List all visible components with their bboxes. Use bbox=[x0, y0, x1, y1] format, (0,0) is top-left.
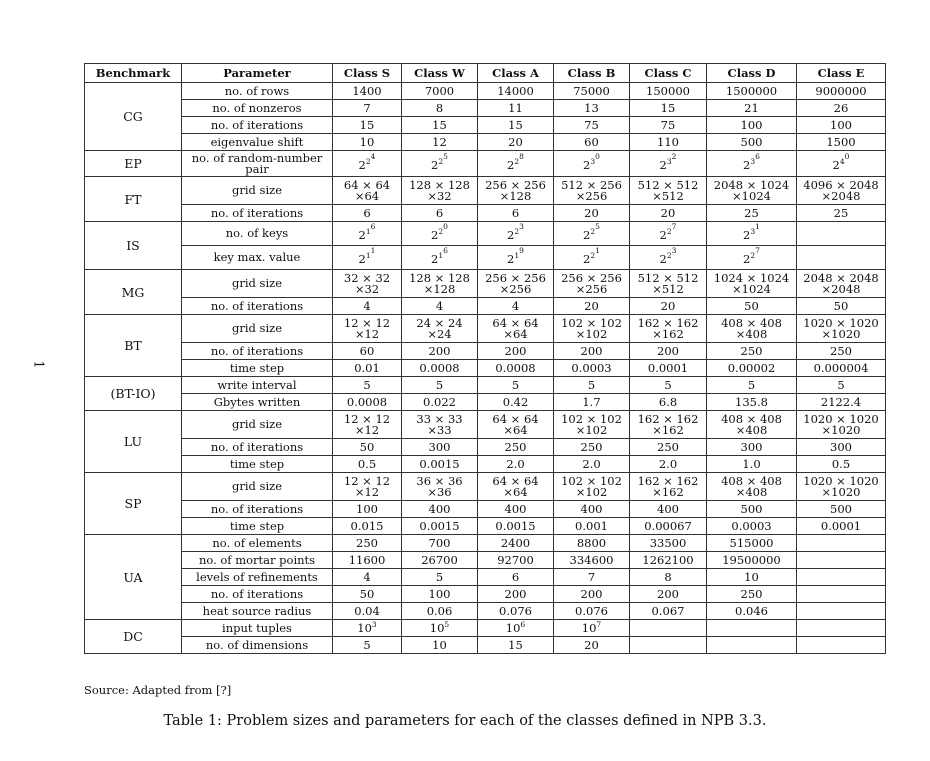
value-cell: $2^{2^8}$ bbox=[478, 151, 554, 177]
parameter-cell: no. of iterations bbox=[182, 439, 333, 456]
value-cell: $2^{3^6}$ bbox=[707, 151, 797, 177]
value-cell: 250 bbox=[707, 343, 797, 360]
value-cell: 200 bbox=[402, 343, 478, 360]
value-cell: 8 bbox=[402, 100, 478, 117]
value-cell: $2^{2^3}$ bbox=[478, 222, 554, 246]
value-cell: 512 × 512 ×512 bbox=[630, 270, 707, 298]
value-cell: 250 bbox=[630, 439, 707, 456]
value-cell bbox=[707, 620, 797, 637]
table-row bbox=[85, 603, 886, 620]
value-cell bbox=[797, 535, 886, 552]
value-cell: 15 bbox=[630, 100, 707, 117]
value-cell: 0.00067 bbox=[630, 518, 707, 535]
parameter-cell: no. of rows bbox=[182, 83, 333, 100]
table-row bbox=[85, 518, 886, 535]
value-cell: $2^{3^0}$ bbox=[554, 151, 630, 177]
table-row bbox=[85, 83, 886, 100]
value-cell: $2^{3^2}$ bbox=[630, 151, 707, 177]
value-cell: $2^{4^0}$ bbox=[797, 151, 886, 177]
value-cell: 256 × 256 ×256 bbox=[554, 270, 630, 298]
benchmark-cell: EP bbox=[85, 151, 182, 177]
table-row bbox=[85, 377, 886, 394]
value-cell: 512 × 512 ×512 bbox=[630, 177, 707, 205]
parameter-cell: no. of iterations bbox=[182, 117, 333, 134]
value-cell: 20 bbox=[554, 298, 630, 315]
value-cell: 162 × 162 ×162 bbox=[630, 411, 707, 439]
value-cell: 2.0 bbox=[630, 456, 707, 473]
value-cell: $10^5$ bbox=[402, 620, 478, 637]
value-cell: 128 × 128 ×32 bbox=[402, 177, 478, 205]
value-cell: 19500000 bbox=[707, 552, 797, 569]
value-cell: $10^7$ bbox=[554, 620, 630, 637]
value-cell: $2^{2^4}$ bbox=[333, 151, 402, 177]
value-cell: 8800 bbox=[554, 535, 630, 552]
value-cell: 0.0008 bbox=[402, 360, 478, 377]
value-cell: 20 bbox=[554, 637, 630, 654]
value-cell: 1400 bbox=[333, 83, 402, 100]
parameter-cell: no. of random-number pair bbox=[182, 151, 333, 177]
column-header: Class W bbox=[402, 64, 478, 83]
value-cell: 1262100 bbox=[630, 552, 707, 569]
npb-problem-size-table bbox=[84, 63, 886, 654]
table-row bbox=[85, 569, 886, 586]
column-header: Benchmark bbox=[85, 64, 182, 83]
value-cell: 408 × 408 ×408 bbox=[707, 473, 797, 501]
value-cell: 6 bbox=[478, 569, 554, 586]
source-note: Source: Adapted from [?] bbox=[84, 683, 232, 697]
table-row bbox=[85, 360, 886, 377]
benchmark-cell: LU bbox=[85, 411, 182, 473]
value-cell: 11 bbox=[478, 100, 554, 117]
value-cell: 7000 bbox=[402, 83, 478, 100]
value-cell: 36 × 36 ×36 bbox=[402, 473, 478, 501]
value-cell: 0.0008 bbox=[333, 394, 402, 411]
value-cell: 0.0003 bbox=[707, 518, 797, 535]
value-cell bbox=[797, 603, 886, 620]
parameter-cell: no. of keys bbox=[182, 222, 333, 246]
value-cell: 20 bbox=[630, 298, 707, 315]
value-cell: 12 × 12 ×12 bbox=[333, 315, 402, 343]
column-header: Class E bbox=[797, 64, 886, 83]
value-cell: 1024 × 1024 ×1024 bbox=[707, 270, 797, 298]
value-cell: 75 bbox=[554, 117, 630, 134]
value-cell: 75000 bbox=[554, 83, 630, 100]
value-cell: 10 bbox=[333, 134, 402, 151]
value-cell: 300 bbox=[707, 439, 797, 456]
value-cell: 0.0015 bbox=[402, 518, 478, 535]
value-cell bbox=[797, 222, 886, 246]
table-row bbox=[85, 456, 886, 473]
parameter-cell: key max. value bbox=[182, 246, 333, 270]
value-cell: $2^{1^6}$ bbox=[402, 246, 478, 270]
value-cell: 0.046 bbox=[707, 603, 797, 620]
value-cell: $2^{2^7}$ bbox=[707, 246, 797, 270]
table-row bbox=[85, 270, 886, 298]
value-cell: 60 bbox=[333, 343, 402, 360]
table-row bbox=[85, 535, 886, 552]
value-cell: 92700 bbox=[478, 552, 554, 569]
column-header: Class S bbox=[333, 64, 402, 83]
value-cell: 200 bbox=[630, 343, 707, 360]
value-cell: $2^{1^6}$ bbox=[333, 222, 402, 246]
parameter-cell: heat source radius bbox=[182, 603, 333, 620]
value-cell: 250 bbox=[707, 586, 797, 603]
parameter-cell: no. of iterations bbox=[182, 586, 333, 603]
value-cell: $2^{2^5}$ bbox=[554, 222, 630, 246]
value-cell: 128 × 128 ×128 bbox=[402, 270, 478, 298]
value-cell: 0.067 bbox=[630, 603, 707, 620]
value-cell: 1500000 bbox=[707, 83, 797, 100]
value-cell: 75 bbox=[630, 117, 707, 134]
value-cell: 50 bbox=[333, 439, 402, 456]
value-cell: 1020 × 1020 ×1020 bbox=[797, 411, 886, 439]
parameter-cell: no. of iterations bbox=[182, 343, 333, 360]
parameter-cell: no. of dimensions bbox=[182, 637, 333, 654]
value-cell: 7 bbox=[333, 100, 402, 117]
value-cell bbox=[797, 586, 886, 603]
table-row bbox=[85, 134, 886, 151]
column-header: Class B bbox=[554, 64, 630, 83]
header-row bbox=[85, 64, 886, 83]
value-cell: 0.022 bbox=[402, 394, 478, 411]
parameter-cell: no. of iterations bbox=[182, 501, 333, 518]
value-cell: 5 bbox=[707, 377, 797, 394]
value-cell: 21 bbox=[707, 100, 797, 117]
value-cell: 2400 bbox=[478, 535, 554, 552]
value-cell: 0.076 bbox=[554, 603, 630, 620]
value-cell: 1020 × 1020 ×1020 bbox=[797, 315, 886, 343]
value-cell: 256 × 256 ×128 bbox=[478, 177, 554, 205]
value-cell: 0.04 bbox=[333, 603, 402, 620]
value-cell: 64 × 64 ×64 bbox=[478, 315, 554, 343]
value-cell: $2^{2^1}$ bbox=[554, 246, 630, 270]
value-cell: 6 bbox=[402, 205, 478, 222]
value-cell: $2^{1^9}$ bbox=[478, 246, 554, 270]
table-row bbox=[85, 205, 886, 222]
value-cell: 2048 × 1024 ×1024 bbox=[707, 177, 797, 205]
value-cell: 6 bbox=[333, 205, 402, 222]
value-cell: 515000 bbox=[707, 535, 797, 552]
value-cell: 102 × 102 ×102 bbox=[554, 473, 630, 501]
value-cell: 64 × 64 ×64 bbox=[333, 177, 402, 205]
value-cell: 500 bbox=[707, 134, 797, 151]
value-cell: 200 bbox=[478, 343, 554, 360]
table-row bbox=[85, 298, 886, 315]
value-cell: 15 bbox=[402, 117, 478, 134]
value-cell: 0.5 bbox=[333, 456, 402, 473]
value-cell: 4 bbox=[478, 298, 554, 315]
table-row bbox=[85, 473, 886, 501]
table-row bbox=[85, 343, 886, 360]
value-cell: 0.00002 bbox=[707, 360, 797, 377]
value-cell: 20 bbox=[478, 134, 554, 151]
value-cell: 15 bbox=[478, 637, 554, 654]
value-cell: 60 bbox=[554, 134, 630, 151]
value-cell: 200 bbox=[554, 586, 630, 603]
value-cell: 15 bbox=[333, 117, 402, 134]
value-cell: 256 × 256 ×256 bbox=[478, 270, 554, 298]
value-cell: 10 bbox=[707, 569, 797, 586]
value-cell: 26700 bbox=[402, 552, 478, 569]
value-cell: 5 bbox=[402, 569, 478, 586]
value-cell: 334600 bbox=[554, 552, 630, 569]
value-cell: 300 bbox=[797, 439, 886, 456]
value-cell: 2122.4 bbox=[797, 394, 886, 411]
value-cell: 1.0 bbox=[707, 456, 797, 473]
value-cell: $10^3$ bbox=[333, 620, 402, 637]
table-row bbox=[85, 222, 886, 246]
value-cell: 250 bbox=[797, 343, 886, 360]
value-cell: $2^{2^0}$ bbox=[402, 222, 478, 246]
benchmark-cell: CG bbox=[85, 83, 182, 151]
value-cell: 250 bbox=[333, 535, 402, 552]
value-cell: 1500 bbox=[797, 134, 886, 151]
value-cell: 14000 bbox=[478, 83, 554, 100]
value-cell: 400 bbox=[554, 501, 630, 518]
benchmark-cell: MG bbox=[85, 270, 182, 315]
value-cell: 5 bbox=[554, 377, 630, 394]
value-cell: 5 bbox=[402, 377, 478, 394]
value-cell: 5 bbox=[478, 377, 554, 394]
value-cell bbox=[630, 637, 707, 654]
value-cell: 200 bbox=[630, 586, 707, 603]
value-cell: 32 × 32 ×32 bbox=[333, 270, 402, 298]
parameter-cell: grid size bbox=[182, 177, 333, 205]
value-cell: 6 bbox=[478, 205, 554, 222]
value-cell: 25 bbox=[707, 205, 797, 222]
value-cell bbox=[797, 620, 886, 637]
value-cell: $2^{2^7}$ bbox=[630, 222, 707, 246]
value-cell: $2^{2^5}$ bbox=[402, 151, 478, 177]
value-cell: 0.5 bbox=[797, 456, 886, 473]
value-cell: 100 bbox=[707, 117, 797, 134]
table-row bbox=[85, 552, 886, 569]
value-cell: 1.7 bbox=[554, 394, 630, 411]
table-row bbox=[85, 177, 886, 205]
table-row bbox=[85, 501, 886, 518]
value-cell: 0.0003 bbox=[554, 360, 630, 377]
value-cell: 512 × 256 ×256 bbox=[554, 177, 630, 205]
value-cell: 110 bbox=[630, 134, 707, 151]
value-cell: 20 bbox=[554, 205, 630, 222]
value-cell: 400 bbox=[478, 501, 554, 518]
value-cell: 12 × 12 ×12 bbox=[333, 473, 402, 501]
value-cell: 0.0015 bbox=[478, 518, 554, 535]
benchmark-cell: UA bbox=[85, 535, 182, 620]
value-cell: 200 bbox=[554, 343, 630, 360]
value-cell: 0.000004 bbox=[797, 360, 886, 377]
value-cell: 0.0001 bbox=[797, 518, 886, 535]
parameter-cell: time step bbox=[182, 360, 333, 377]
value-cell: 162 × 162 ×162 bbox=[630, 315, 707, 343]
value-cell: 300 bbox=[402, 439, 478, 456]
column-header: Class D bbox=[707, 64, 797, 83]
value-cell: 11600 bbox=[333, 552, 402, 569]
value-cell: 0.06 bbox=[402, 603, 478, 620]
value-cell: 5 bbox=[333, 377, 402, 394]
value-cell: 135.8 bbox=[707, 394, 797, 411]
value-cell: 15 bbox=[478, 117, 554, 134]
parameter-cell: time step bbox=[182, 518, 333, 535]
value-cell: 0.42 bbox=[478, 394, 554, 411]
value-cell: 162 × 162 ×162 bbox=[630, 473, 707, 501]
parameter-cell: write interval bbox=[182, 377, 333, 394]
benchmark-cell: BT bbox=[85, 315, 182, 377]
value-cell: $2^{3^1}$ bbox=[707, 222, 797, 246]
value-cell: 0.001 bbox=[554, 518, 630, 535]
parameter-cell: time step bbox=[182, 456, 333, 473]
value-cell: 50 bbox=[797, 298, 886, 315]
value-cell: 0.015 bbox=[333, 518, 402, 535]
value-cell: 20 bbox=[630, 205, 707, 222]
table-row bbox=[85, 246, 886, 270]
benchmark-cell: SP bbox=[85, 473, 182, 535]
value-cell: 4 bbox=[402, 298, 478, 315]
value-cell: 0.0001 bbox=[630, 360, 707, 377]
value-cell bbox=[797, 552, 886, 569]
value-cell: 5 bbox=[797, 377, 886, 394]
value-cell: 6.8 bbox=[630, 394, 707, 411]
value-cell: 408 × 408 ×408 bbox=[707, 411, 797, 439]
table-row bbox=[85, 637, 886, 654]
value-cell: 7 bbox=[554, 569, 630, 586]
page-number: 1 bbox=[30, 360, 46, 369]
value-cell: 33 × 33 ×33 bbox=[402, 411, 478, 439]
parameter-cell: eigenvalue shift bbox=[182, 134, 333, 151]
value-cell: 700 bbox=[402, 535, 478, 552]
column-header: Parameter bbox=[182, 64, 333, 83]
value-cell: 8 bbox=[630, 569, 707, 586]
value-cell: 100 bbox=[402, 586, 478, 603]
value-cell bbox=[797, 246, 886, 270]
value-cell: 2048 × 2048 ×2048 bbox=[797, 270, 886, 298]
value-cell: $10^6$ bbox=[478, 620, 554, 637]
value-cell: $2^{1^1}$ bbox=[333, 246, 402, 270]
parameter-cell: levels of refinements bbox=[182, 569, 333, 586]
parameter-cell: no. of mortar points bbox=[182, 552, 333, 569]
value-cell: 408 × 408 ×408 bbox=[707, 315, 797, 343]
value-cell bbox=[630, 620, 707, 637]
value-cell: 64 × 64 ×64 bbox=[478, 411, 554, 439]
value-cell: 0.0008 bbox=[478, 360, 554, 377]
value-cell: 102 × 102 ×102 bbox=[554, 315, 630, 343]
table-row bbox=[85, 439, 886, 456]
value-cell: 33500 bbox=[630, 535, 707, 552]
value-cell: 4096 × 2048 ×2048 bbox=[797, 177, 886, 205]
parameter-cell: no. of elements bbox=[182, 535, 333, 552]
value-cell: 50 bbox=[333, 586, 402, 603]
value-cell: 13 bbox=[554, 100, 630, 117]
benchmark-cell: FT bbox=[85, 177, 182, 222]
value-cell bbox=[707, 637, 797, 654]
value-cell: 200 bbox=[478, 586, 554, 603]
column-header: Class C bbox=[630, 64, 707, 83]
value-cell bbox=[797, 569, 886, 586]
benchmark-cell: DC bbox=[85, 620, 182, 654]
value-cell: 64 × 64 ×64 bbox=[478, 473, 554, 501]
value-cell: 12 × 12 ×12 bbox=[333, 411, 402, 439]
value-cell: 5 bbox=[333, 637, 402, 654]
value-cell: 9000000 bbox=[797, 83, 886, 100]
value-cell: 250 bbox=[478, 439, 554, 456]
value-cell: 400 bbox=[630, 501, 707, 518]
table-row bbox=[85, 620, 886, 637]
value-cell: 25 bbox=[797, 205, 886, 222]
value-cell: 0.01 bbox=[333, 360, 402, 377]
value-cell: 100 bbox=[333, 501, 402, 518]
parameter-cell: no. of nonzeros bbox=[182, 100, 333, 117]
value-cell: 102 × 102 ×102 bbox=[554, 411, 630, 439]
value-cell: 0.076 bbox=[478, 603, 554, 620]
table-row bbox=[85, 315, 886, 343]
value-cell: 10 bbox=[402, 637, 478, 654]
parameter-cell: no. of iterations bbox=[182, 205, 333, 222]
table-row bbox=[85, 100, 886, 117]
parameter-cell: Gbytes written bbox=[182, 394, 333, 411]
value-cell: 500 bbox=[707, 501, 797, 518]
parameter-cell: input tuples bbox=[182, 620, 333, 637]
value-cell: 250 bbox=[554, 439, 630, 456]
table-row bbox=[85, 586, 886, 603]
value-cell: 50 bbox=[707, 298, 797, 315]
value-cell: 26 bbox=[797, 100, 886, 117]
value-cell bbox=[797, 637, 886, 654]
parameter-cell: grid size bbox=[182, 411, 333, 439]
value-cell: 2.0 bbox=[554, 456, 630, 473]
parameter-cell: grid size bbox=[182, 315, 333, 343]
benchmark-cell: IS bbox=[85, 222, 182, 270]
table-row bbox=[85, 394, 886, 411]
table-row bbox=[85, 411, 886, 439]
value-cell: 1020 × 1020 ×1020 bbox=[797, 473, 886, 501]
value-cell: 24 × 24 ×24 bbox=[402, 315, 478, 343]
benchmark-cell: (BT-IO) bbox=[85, 377, 182, 411]
column-header: Class A bbox=[478, 64, 554, 83]
value-cell: 100 bbox=[797, 117, 886, 134]
parameter-cell: grid size bbox=[182, 473, 333, 501]
value-cell: 150000 bbox=[630, 83, 707, 100]
value-cell: $2^{2^3}$ bbox=[630, 246, 707, 270]
table-row bbox=[85, 117, 886, 134]
value-cell: 400 bbox=[402, 501, 478, 518]
value-cell: 2.0 bbox=[478, 456, 554, 473]
value-cell: 0.0015 bbox=[402, 456, 478, 473]
value-cell: 500 bbox=[797, 501, 886, 518]
table-row bbox=[85, 151, 886, 177]
parameter-cell: no. of iterations bbox=[182, 298, 333, 315]
value-cell: 4 bbox=[333, 569, 402, 586]
value-cell: 5 bbox=[630, 377, 707, 394]
value-cell: 4 bbox=[333, 298, 402, 315]
table-caption: Table 1: Problem sizes and parameters for each of the classes defined in NPB 3.3. bbox=[163, 713, 767, 729]
parameter-cell: grid size bbox=[182, 270, 333, 298]
value-cell: 12 bbox=[402, 134, 478, 151]
